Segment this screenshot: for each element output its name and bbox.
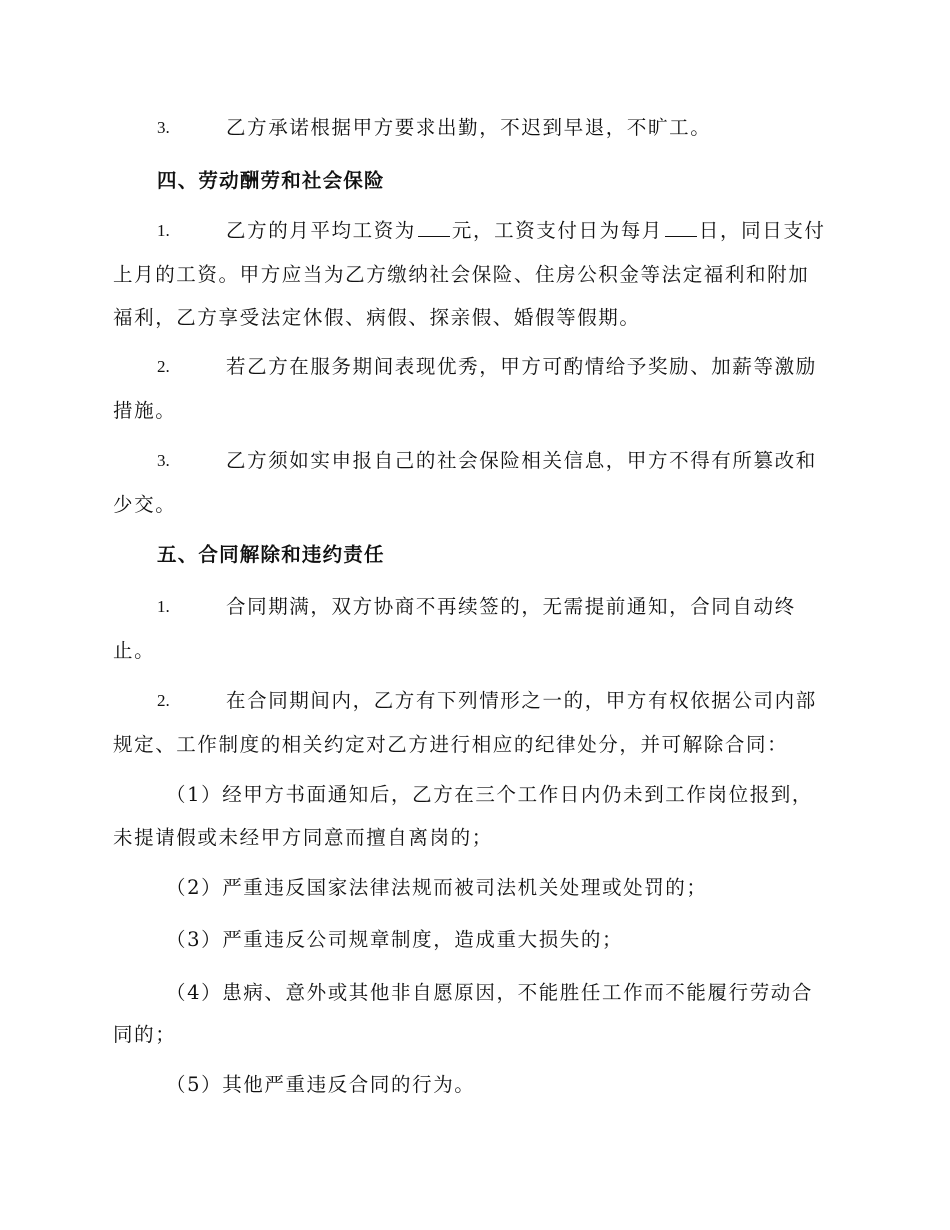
paragraph-line: 若乙方在服务期间表现优秀，甲方可酌情给予奖励、加薪等激励 <box>226 355 817 378</box>
list-item-continuation: 未提请假或未经甲方同意而擅自离岗的； <box>113 826 493 849</box>
paragraph-line: 在合同期间内，乙方有下列情形之一的，甲方有权依据公司内部 <box>226 689 817 712</box>
item-number: 3. <box>157 451 170 470</box>
paragraph-line <box>226 218 836 244</box>
list-item: （3）严重违反公司规章制度，造成重大损失的； <box>166 928 624 951</box>
list-item-continuation: 同的； <box>113 1023 177 1046</box>
list-item: （1）经甲方书面通知后，乙方在三个工作日内仍未到工作岗位报到， <box>166 783 814 806</box>
paragraph-line: 乙方须如实申报自己的社会保险相关信息，甲方不得有所篡改和 <box>226 449 817 472</box>
paragraph-line: 措施。 <box>113 399 177 422</box>
paragraph-line: 福利，乙方享受法定休假、病假、探亲假、婚假等假期。 <box>113 306 641 329</box>
item-number: 3. <box>157 118 170 137</box>
item-number: 1. <box>157 221 170 240</box>
text-segment: 日，同日支付 <box>698 219 826 242</box>
paragraph-line: 上月的工资。甲方应当为乙方缴纳社会保险、住房公积金等法定福利和附加 <box>113 263 810 286</box>
paragraph-line: 少交。 <box>113 493 177 516</box>
list-item: （2）严重违反国家法律法规而被司法机关处理或处罚的； <box>166 876 708 899</box>
paragraph-line: 止。 <box>113 639 156 662</box>
list-item: （5）其他严重违反合同的行为。 <box>166 1073 476 1096</box>
item-number: 1. <box>157 597 170 616</box>
paragraph-line: 合同期满，双方协商不再续签的，无需提前通知，合同自动终 <box>226 595 796 618</box>
text-segment: 乙方的月平均工资为 <box>226 219 416 242</box>
list-item: （4）患病、意外或其他非自愿原因，不能胜任工作而不能履行劳动合 <box>166 981 814 1004</box>
fill-in-blank <box>665 218 697 237</box>
fill-in-blank <box>418 218 450 237</box>
section-heading: 四、劳动酬劳和社会保险 <box>157 169 385 192</box>
item-number: 2. <box>157 691 170 710</box>
section-heading: 五、合同解除和违约责任 <box>157 543 385 566</box>
text-segment: 元，工资支付日为每月 <box>451 219 663 242</box>
item-number: 2. <box>157 357 170 376</box>
paragraph-line: 乙方承诺根据甲方要求出勤，不迟到早退，不旷工。 <box>226 116 712 139</box>
paragraph-line: 规定、工作制度的相关约定对乙方进行相应的纪律处分，并可解除合同： <box>113 733 789 756</box>
